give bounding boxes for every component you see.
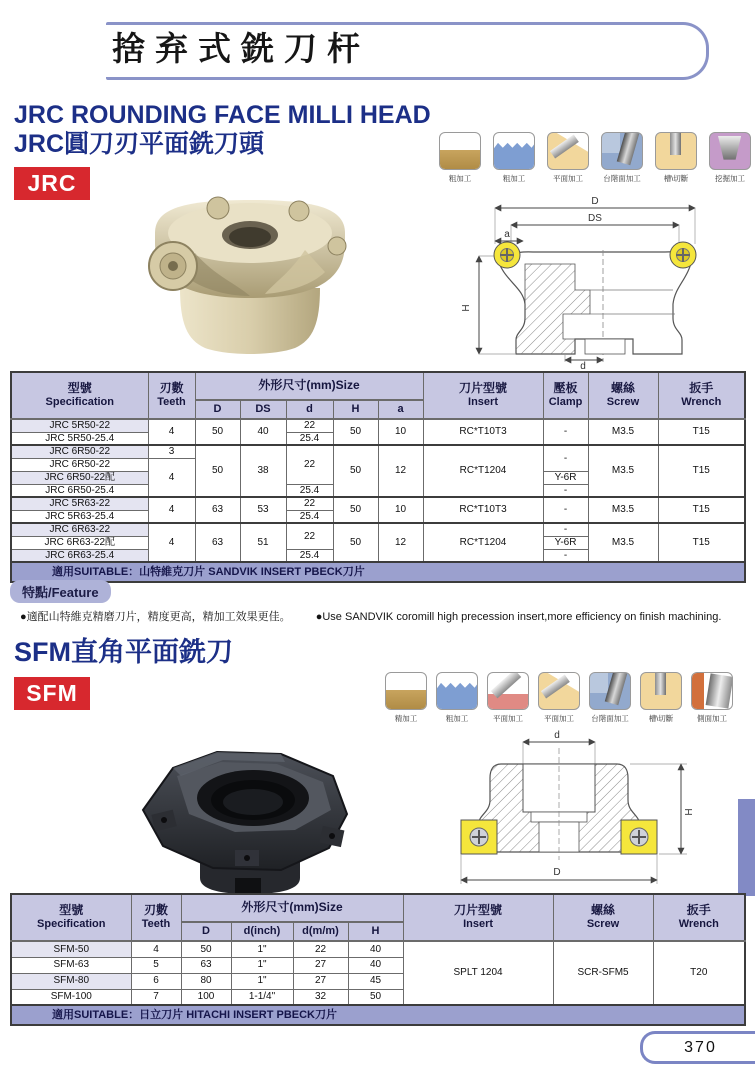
icon-label: 粗加工 (448, 174, 472, 183)
cell: 50 (195, 445, 240, 497)
col-header-dmm: d(m/m) (293, 922, 348, 941)
cell: 22 (286, 419, 333, 432)
step-face-machining-icon (589, 672, 631, 710)
feature-text-zh: ●適配山特維克精磨刀片，精度更高，精加工效果更佳。 (20, 611, 291, 623)
svg-text:D: D (553, 867, 561, 878)
cell: 4 (148, 419, 195, 445)
cell: 50 (333, 445, 378, 497)
spec-cell: JRC 5R50-25.4 (11, 432, 148, 445)
cell: 4 (148, 458, 195, 497)
feature-badge: 特點/Feature (10, 580, 111, 603)
icon-item (545, 132, 591, 184)
sfm-badge: SFM (14, 677, 90, 710)
cell: 50 (195, 419, 240, 445)
icon-item (707, 132, 753, 184)
cell: 50 (333, 419, 378, 445)
spec-cell: JRC 6R63-22 (11, 523, 148, 536)
cell: 12 (378, 523, 423, 562)
step-face-machining-icon (601, 132, 643, 170)
excavate-machining-icon (709, 132, 751, 170)
cell: 25.4 (286, 432, 333, 445)
cell: - (543, 445, 588, 471)
cell: 4 (148, 523, 195, 562)
page-number-pill (640, 1031, 755, 1064)
sfm-product-photo (85, 718, 415, 908)
cell: M3.5 (588, 523, 658, 562)
cell: 40 (240, 419, 286, 445)
icon-label: 平面加工 (544, 714, 574, 723)
cell: Y-6R (543, 471, 588, 484)
cell: 1" (231, 973, 293, 989)
cell: 7 (131, 989, 181, 1005)
sfm-machining-icons (383, 672, 735, 724)
col-header-spec: 型號 Specification (11, 894, 131, 941)
col-header-teeth: 刃數 Teeth (148, 372, 195, 419)
icon-item (383, 672, 429, 724)
rough-machining-icon (439, 132, 481, 170)
cell: - (543, 484, 588, 497)
jrc-diagram (455, 192, 750, 375)
cell: 27 (293, 973, 348, 989)
icon-item (599, 132, 645, 184)
icon-item (638, 672, 684, 724)
col-header-H: H (333, 400, 378, 419)
slot-cutoff-icon (640, 672, 682, 710)
col-header-a: a (378, 400, 423, 419)
sfm-suitable-bar: 適用SUITABLE：日立刀片 HITACHI INSERT PBECK刀片 (11, 1005, 745, 1025)
cell: 22 (293, 941, 348, 957)
spec-cell: SFM-63 (11, 957, 131, 973)
col-header-dinch: d(inch) (231, 922, 293, 941)
slot-cutoff-icon (655, 132, 697, 170)
cell: RC*T1204 (423, 445, 543, 497)
spec-cell: JRC 5R63-22 (11, 497, 148, 510)
col-header-wrench: 扳手 Wrench (658, 372, 745, 419)
cell: 12 (378, 445, 423, 497)
col-header-d: d (286, 400, 333, 419)
cell: 50 (348, 989, 403, 1005)
cell: 1-1/4" (231, 989, 293, 1005)
cell: 40 (348, 941, 403, 957)
page-number: 370 (684, 1038, 717, 1056)
cell: 45 (348, 973, 403, 989)
icon-item (434, 672, 480, 724)
cell: 4 (131, 941, 181, 957)
side-machining-icon (691, 672, 733, 710)
svg-text:d: d (580, 361, 586, 370)
cell: 22 (286, 497, 333, 510)
cell: - (543, 549, 588, 562)
cell: M3.5 (588, 419, 658, 445)
cell: 53 (240, 497, 286, 523)
icon-item (587, 672, 633, 724)
cell: 4 (148, 497, 195, 523)
svg-text:H: H (684, 808, 695, 816)
cell: - (543, 497, 588, 523)
cell: 50 (333, 523, 378, 562)
spec-cell: JRC 6R63-22配 (11, 536, 148, 549)
icon-item (437, 132, 483, 184)
cell: 50 (333, 497, 378, 523)
cell: - (543, 523, 588, 536)
cell: 25.4 (286, 510, 333, 523)
cell: 22 (286, 523, 333, 549)
icon-label: 台階面加工 (591, 714, 629, 723)
cell: 1" (231, 957, 293, 973)
jrc-title-en: JRC ROUNDING FACE MILLI HEAD (14, 101, 431, 129)
cell: 38 (240, 445, 286, 497)
spec-cell: JRC 6R63-25.4 (11, 549, 148, 562)
col-header-clamp: 壓板 Clamp (543, 372, 588, 419)
spec-cell: SFM-50 (11, 941, 131, 957)
col-header-size: 外形尺寸(mm)Size (181, 894, 403, 922)
spec-cell: JRC 6R50-25.4 (11, 484, 148, 497)
face-machining-icon (547, 132, 589, 170)
cell: - (543, 419, 588, 445)
cell: RC*T1204 (423, 523, 543, 562)
sfm-title: SFM直角平面銑刀 (14, 637, 233, 667)
spec-cell: JRC 5R50-22 (11, 419, 148, 432)
cell: 63 (181, 957, 231, 973)
cell: 27 (293, 957, 348, 973)
cell: 22 (286, 445, 333, 484)
cell: 51 (240, 523, 286, 562)
spec-cell: SFM-80 (11, 973, 131, 989)
face-machining-icon (538, 672, 580, 710)
rough-machining-icon (436, 672, 478, 710)
cell: 50 (181, 941, 231, 957)
cell: 10 (378, 497, 423, 523)
cell: 6 (131, 973, 181, 989)
col-header-size: 外形尺寸(mm)Size (195, 372, 423, 400)
icon-label: 台階面加工 (603, 174, 641, 183)
icon-label: 側面加工 (697, 714, 727, 723)
cell: M3.5 (588, 445, 658, 497)
sfm-diagram (435, 728, 735, 901)
jrc-title-zh: JRC圓刀刃平面銑刀頭 (14, 130, 265, 158)
icon-item (485, 672, 531, 724)
col-header-spec: 型號 Specification (11, 372, 148, 419)
spec-cell: SFM-100 (11, 989, 131, 1005)
cell: 40 (348, 957, 403, 973)
cell: T20 (653, 941, 745, 1005)
icon-label: 挖掘加工 (715, 174, 745, 183)
col-header-screw: 螺絲 Screw (553, 894, 653, 941)
col-header-insert: 刀片型號 Insert (403, 894, 553, 941)
col-header-wrench: 扳手 Wrench (653, 894, 745, 941)
finish-machining-icon (385, 672, 427, 710)
col-header-D: D (181, 922, 231, 941)
cell: 3 (148, 445, 195, 458)
jrc-badge: JRC (14, 167, 90, 200)
cell: 25.4 (286, 549, 333, 562)
icon-label: 粗加工 (445, 714, 469, 723)
icon-item (536, 672, 582, 724)
page-edge-tab (738, 799, 755, 896)
jrc-machining-icons (437, 132, 753, 184)
spec-cell: JRC 6R50-22 (11, 458, 148, 471)
col-header-screw: 螺絲 Screw (588, 372, 658, 419)
svg-text:DS: DS (588, 213, 602, 224)
cell: Y-6R (543, 536, 588, 549)
svg-text:D: D (591, 196, 599, 207)
icon-label: 平面加工 (493, 714, 523, 723)
jrc-product-photo (85, 188, 415, 373)
cell: 63 (195, 497, 240, 523)
cell: 25.4 (286, 484, 333, 497)
sfm-spec-table (10, 893, 746, 1026)
cell: 10 (378, 419, 423, 445)
cell: 32 (293, 989, 348, 1005)
cell: SCR-SFM5 (553, 941, 653, 1005)
cell: M3.5 (588, 497, 658, 523)
icon-item (653, 132, 699, 184)
cell: T15 (658, 497, 745, 523)
icon-item (491, 132, 537, 184)
col-header-D: D (195, 400, 240, 419)
cell: SPLT 1204 (403, 941, 553, 1005)
feature-text (20, 608, 721, 624)
cell: 80 (181, 973, 231, 989)
cell: 100 (181, 989, 231, 1005)
cell: RC*T10T3 (423, 497, 543, 523)
icon-label: 精加工 (394, 714, 418, 723)
cell: T15 (658, 445, 745, 497)
col-header-teeth: 刃數 Teeth (131, 894, 181, 941)
spec-cell: JRC 6R50-22配 (11, 471, 148, 484)
jrc-suitable-bar: 適用SUITABLE：山特維克刀片 SANDVIK INSERT PBECK刀片 (11, 562, 745, 582)
col-header-insert: 刀片型號 Insert (423, 372, 543, 419)
icon-label: 槽\切斷 (663, 174, 689, 183)
rough-machining-icon (493, 132, 535, 170)
cell: 5 (131, 957, 181, 973)
jrc-spec-table (10, 371, 746, 583)
feature-text-en: ●Use SANDVIK coromill high precession insert,more efficiency on finish machining. (315, 611, 722, 623)
cell: T15 (658, 419, 745, 445)
svg-text:d: d (554, 730, 560, 741)
face-machining-icon (487, 672, 529, 710)
cell: T15 (658, 523, 745, 562)
cell: 1" (231, 941, 293, 957)
spec-cell: JRC 6R50-22 (11, 445, 148, 458)
icon-label: 粗加工 (502, 174, 526, 183)
cell: 63 (195, 523, 240, 562)
spec-cell: JRC 5R63-25.4 (11, 510, 148, 523)
icon-label: 平面加工 (553, 174, 583, 183)
icon-item (689, 672, 735, 724)
svg-text:a: a (504, 229, 510, 240)
col-header-H: H (348, 922, 403, 941)
svg-text:H: H (461, 304, 472, 312)
col-header-DS: DS (240, 400, 286, 419)
icon-label: 槽\切斷 (648, 714, 674, 723)
page-title: 捨弃式銑刀杆 (112, 30, 370, 67)
cell: RC*T10T3 (423, 419, 543, 445)
